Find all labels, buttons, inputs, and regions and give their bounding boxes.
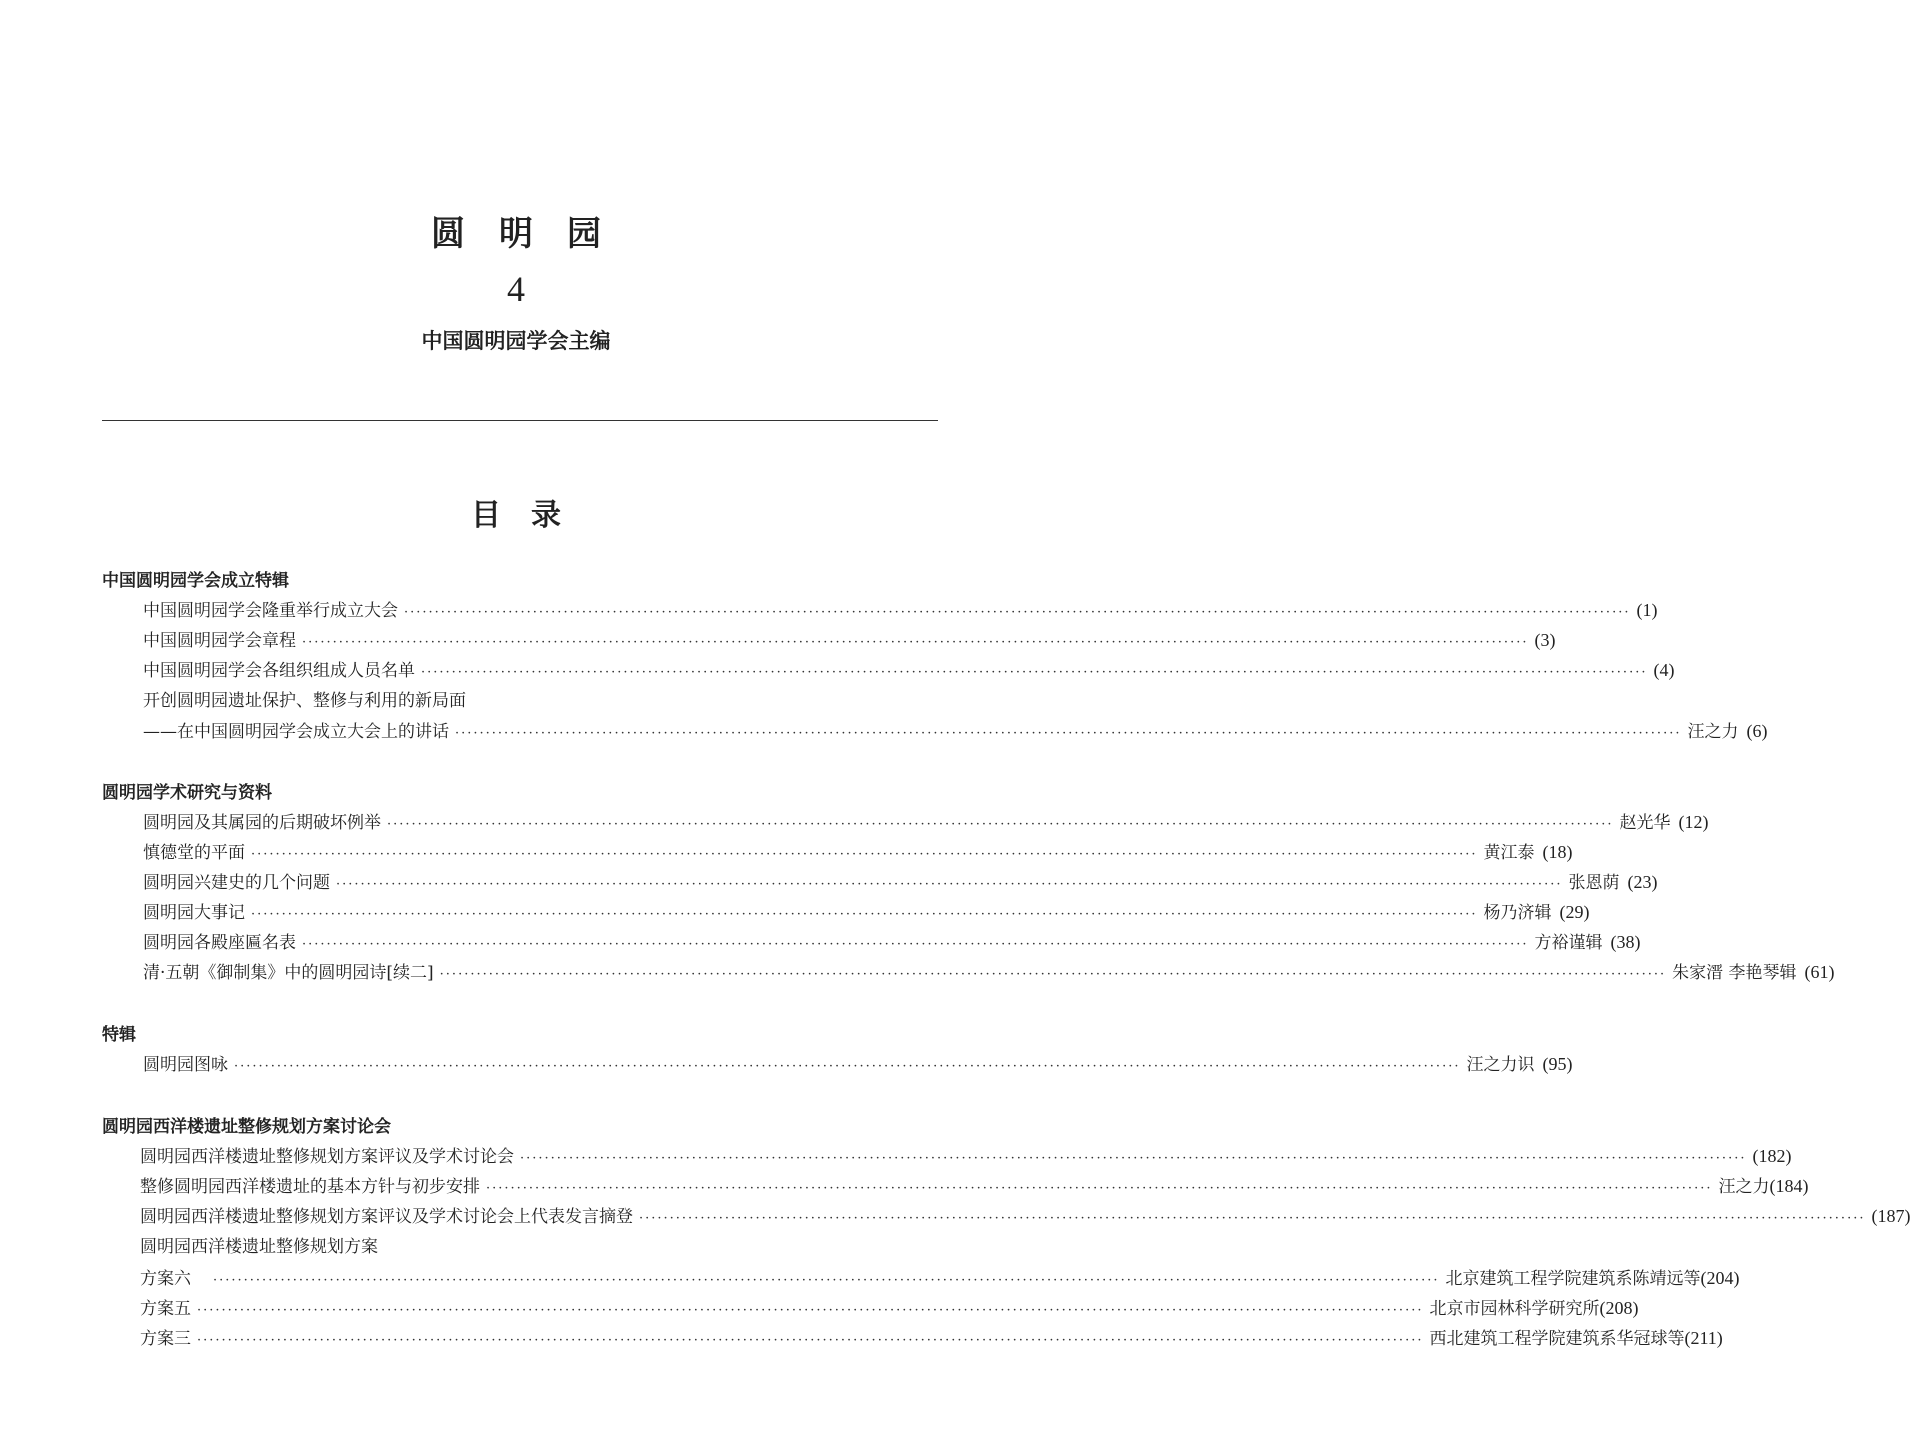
- entry-title: 方案六: [140, 1269, 191, 1289]
- entry-title: 圆明园大事记: [143, 903, 245, 923]
- entry-page: (211): [1684, 1328, 1723, 1348]
- toc-entry[interactable]: [143, 656, 1675, 686]
- leader-dots: ········································································································································································································: [520, 1151, 1747, 1166]
- leader-dots: ········································································································································································································: [251, 907, 1478, 922]
- entry-title: 圆明园西洋楼遗址整修规划方案评议及学术讨论会: [140, 1147, 514, 1167]
- leader-dots: ········································································································································································································: [439, 967, 1667, 982]
- entry-author: 方裕谨辑: [1534, 933, 1603, 953]
- leader-dots: ········································································································································································································: [421, 665, 1648, 680]
- entry-page: (208): [1599, 1298, 1639, 1318]
- entry-title: 圆明园图咏: [143, 1055, 228, 1075]
- book-title: 圆明园: [431, 214, 635, 254]
- entry-author: 朱家溍 李艳琴辑: [1672, 963, 1797, 983]
- leader-dots: ········································································································································································································: [486, 1181, 1713, 1196]
- toc-entry[interactable]: [140, 1264, 1740, 1294]
- entry-author: 汪之力: [1687, 722, 1739, 742]
- entry-page: (4): [1653, 660, 1675, 680]
- section-heading: 圆明园西洋楼遗址整修规划方案讨论会: [102, 1117, 391, 1137]
- entry-author: 汪之力识: [1466, 1055, 1535, 1075]
- entry-title: ——在中国圆明园学会成立大会上的讲话: [143, 722, 449, 742]
- toc-entry[interactable]: [143, 808, 1709, 838]
- section-heading: 中国圆明园学会成立特辑: [102, 571, 289, 591]
- leader-dots: ········································································································································································································: [197, 1333, 1424, 1348]
- entry-title: 圆明园及其属园的后期破坏例举: [143, 813, 381, 833]
- entry-page: (1): [1636, 600, 1658, 620]
- entry-page: (6): [1746, 721, 1768, 741]
- entry-author: 杨乃济辑: [1483, 903, 1552, 923]
- toc-entry[interactable]: [143, 717, 1768, 747]
- toc-entry[interactable]: [143, 626, 1556, 656]
- entry-page: (18): [1542, 842, 1573, 862]
- entry-page: (3): [1534, 630, 1556, 650]
- entry-page: (184): [1769, 1176, 1809, 1196]
- entry-page: (61): [1804, 962, 1835, 982]
- toc-title: 目录: [471, 498, 591, 533]
- entry-title: 圆明园各殿座匾名表: [143, 933, 296, 953]
- divider: [102, 420, 938, 421]
- entry-page: (182): [1752, 1146, 1792, 1166]
- entry-title: 圆明园西洋楼遗址整修规划方案评议及学术讨论会上代表发言摘登: [140, 1207, 633, 1227]
- leader-dots: ········································································································································································································: [455, 726, 1682, 741]
- entry-page: (204): [1700, 1268, 1740, 1288]
- toc-entry[interactable]: [140, 1202, 1910, 1232]
- section-heading: 圆明园学术研究与资料: [102, 783, 272, 803]
- entry-page: (12): [1678, 812, 1709, 832]
- entry-title: 圆明园兴建史的几个问题: [143, 873, 330, 893]
- entry-author: 北京建筑工程学院建筑系陈靖远等: [1445, 1269, 1701, 1289]
- entry-author: 北京市园林科学研究所: [1429, 1299, 1600, 1319]
- entry-author: 张恩荫: [1568, 873, 1620, 893]
- entry-title[interactable]: 圆明园西洋楼遗址整修规划方案: [140, 1237, 378, 1257]
- entry-title: 中国圆明园学会各组织组成人员名单: [143, 661, 415, 681]
- entry-title: 中国圆明园学会隆重举行成立大会: [143, 601, 398, 621]
- toc-entry[interactable]: [143, 928, 1641, 958]
- entry-author: 汪之力: [1718, 1177, 1770, 1197]
- entry-page: (95): [1542, 1054, 1573, 1074]
- entry-title: 方案三: [140, 1329, 191, 1349]
- entry-author: 赵光华: [1619, 813, 1671, 833]
- editor-line: 中国圆明园学会主编: [421, 329, 611, 353]
- section-heading: 特辑: [102, 1025, 136, 1045]
- toc-entry[interactable]: [143, 596, 1658, 626]
- leader-dots: ········································································································································································································: [639, 1211, 1866, 1226]
- entry-title: 方案五: [140, 1299, 191, 1319]
- toc-entry[interactable]: [140, 1324, 1723, 1354]
- toc-entry[interactable]: [140, 1142, 1792, 1172]
- leader-dots: ········································································································································································································: [213, 1273, 1440, 1288]
- leader-dots: ········································································································································································································: [404, 605, 1631, 620]
- entry-title: 慎德堂的平面: [143, 843, 245, 863]
- entry-author: 西北建筑工程学院建筑系华冠球等: [1429, 1329, 1685, 1349]
- leader-dots: ········································································································································································································: [251, 847, 1478, 862]
- entry-title: 整修圆明园西洋楼遗址的基本方针与初步安排: [140, 1177, 480, 1197]
- entry-title: 中国圆明园学会章程: [143, 631, 296, 651]
- leader-dots: ········································································································································································································: [197, 1303, 1424, 1318]
- entry-author: 黄江泰: [1483, 843, 1535, 863]
- entry-page: (187): [1871, 1206, 1910, 1226]
- toc-entry[interactable]: [143, 868, 1658, 898]
- volume-number: 4: [507, 269, 525, 309]
- entry-title: 清·五朝《御制集》中的圆明园诗[续二]: [143, 963, 434, 983]
- entry-page: (38): [1610, 932, 1641, 952]
- toc-entry[interactable]: [143, 1050, 1573, 1080]
- leader-dots: ········································································································································································································: [302, 937, 1529, 952]
- leader-dots: ········································································································································································································: [234, 1059, 1461, 1074]
- entry-page: (29): [1559, 902, 1590, 922]
- toc-entry[interactable]: [143, 838, 1573, 868]
- entry-title[interactable]: 开创圆明园遗址保护、整修与利用的新局面: [143, 691, 466, 711]
- toc-entry[interactable]: [143, 898, 1590, 928]
- leader-dots: ········································································································································································································: [387, 817, 1614, 832]
- toc-entry[interactable]: [143, 958, 1835, 988]
- toc-entry[interactable]: [140, 1172, 1809, 1202]
- leader-dots: ········································································································································································································: [336, 877, 1563, 892]
- leader-dots: ········································································································································································································: [302, 635, 1529, 650]
- entry-page: (23): [1627, 872, 1658, 892]
- toc-entry[interactable]: [140, 1294, 1639, 1324]
